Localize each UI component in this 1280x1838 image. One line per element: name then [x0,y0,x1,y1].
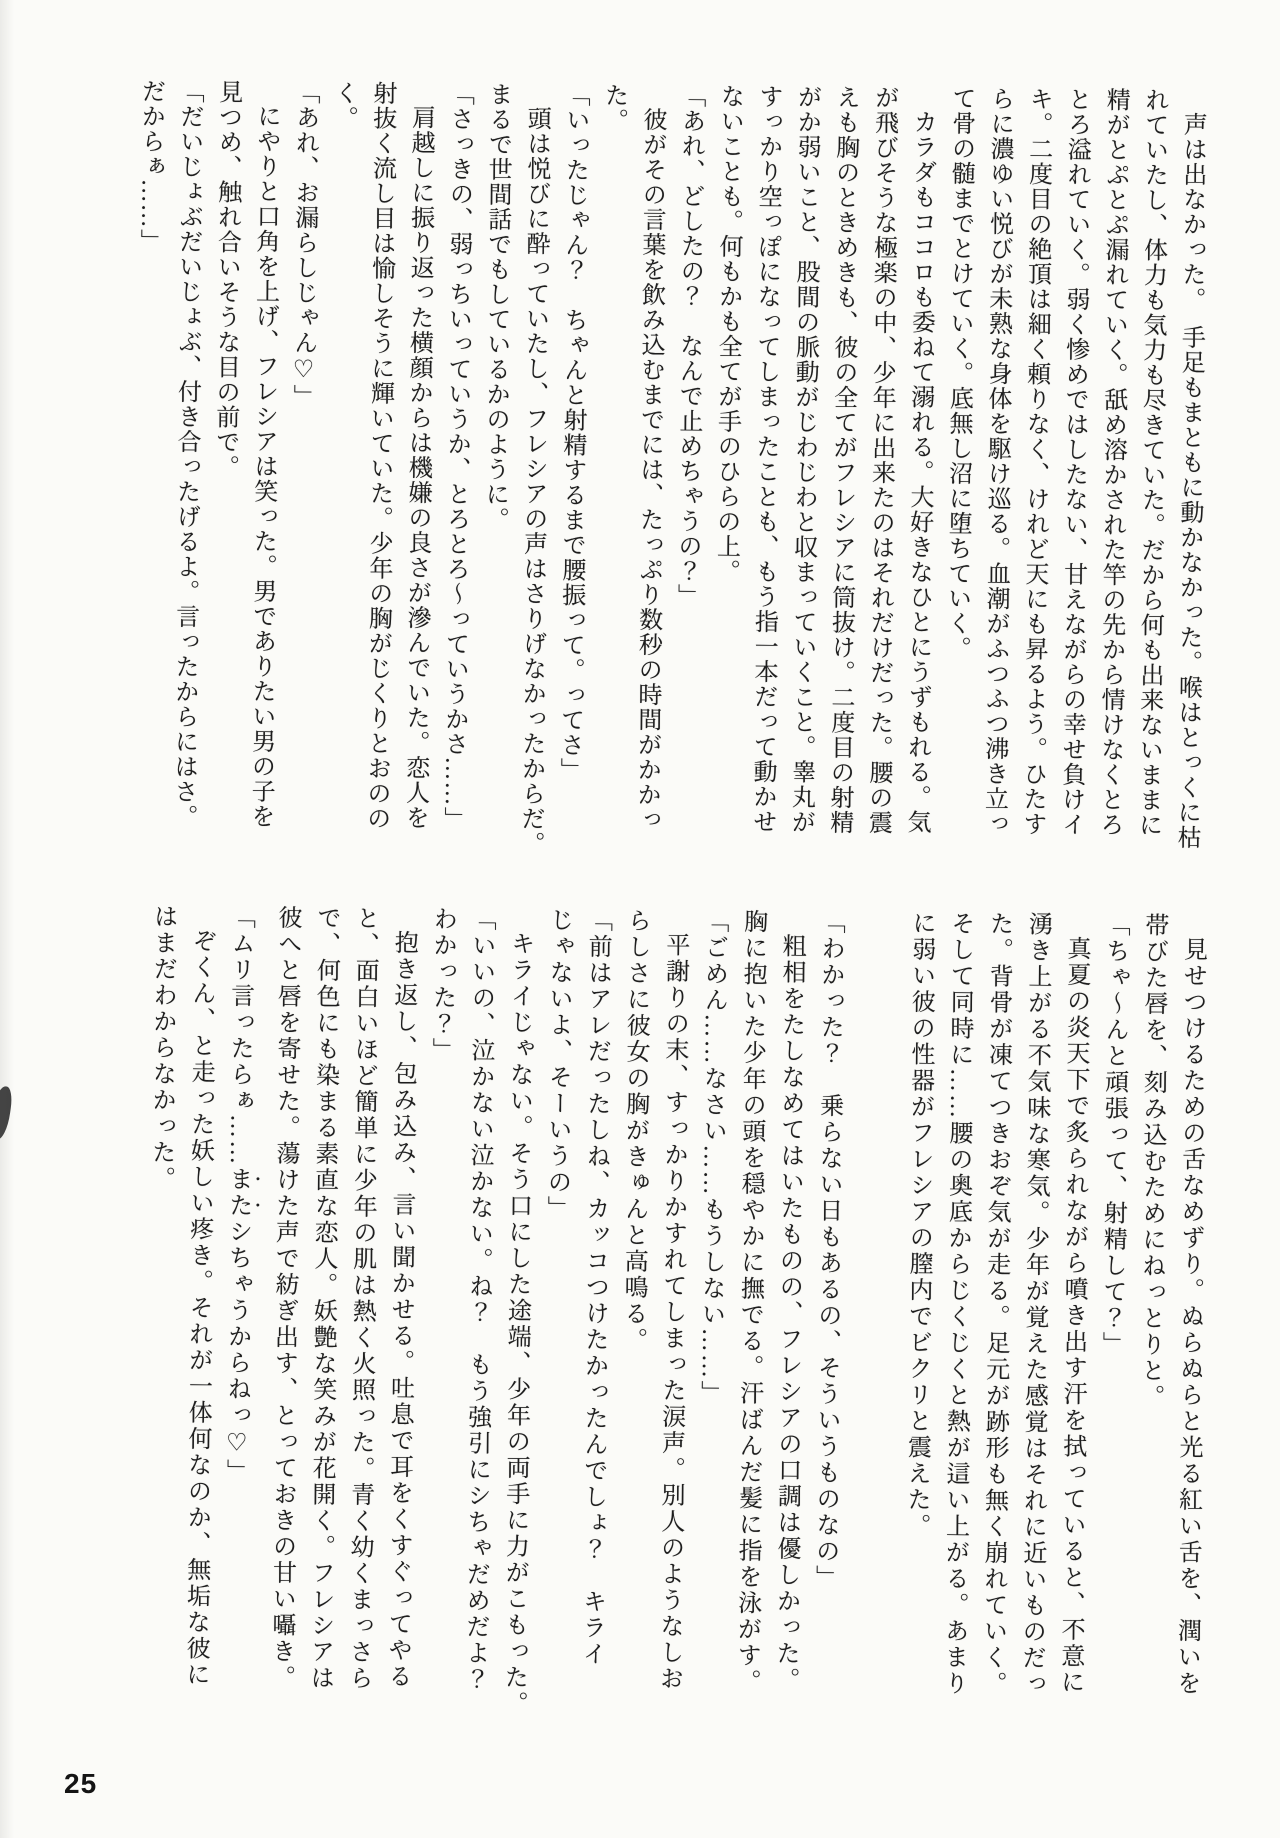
text-column: た。背骨が凍てつきおぞ気が走る。足元が跡形も無く崩れていく。 [979,911,1013,1698]
text-column: にやりと口角を上げ、フレシアは笑った。男でありたい男の子を [247,103,280,829]
text-column: て骨の髄までとけていく。底無し沼に堕ちていく。 [943,85,975,661]
text-column: えも胸のときめきも、彼の全てがフレシアに筒抜け。二度目の射精 [826,84,859,835]
text-column: キライじゃない。そう口にした途端、少年の両手に力がこもった。 [500,930,534,1718]
text-column: 「ごめん……なさい……もうしない……」 [696,908,728,1407]
text-column: そして同時に……腰の奥底からじくじくと熱が這い上がる。あまり [940,910,974,1697]
text-column: 湧き上がる不気味な寒気。少年が覚えた感覚はそれに近いものだっ [1017,911,1051,1698]
text-column: 見せつけるための舌なめずり。ぬらぬらと光る紅い舌を、潤いを [1173,936,1206,1697]
text-column: 帯びた唇を、刻み込むためにねっとりと。 [1136,912,1168,1411]
text-column: た。 [600,82,628,133]
text-column: 抱き返し、包み込み、言い聞かせる。吐息で耳をくすぐってやる [384,929,417,1690]
text-column: わかった？」 [428,906,456,1064]
text-column: 粗相をたしなめてはいたものの、フレシアの口調は優しかった。 [772,933,805,1694]
text-column: 頭は悦びに酔っていたし、フレシアの声はさりげなかったからだ。 [517,105,550,857]
text-column: 「ムリ言ったらぁ……またシちゃうからねっ♡」 [222,904,254,1486]
text-block-bottom [136,904,1212,1733]
text-column: で、何色にも染まる素直な恋人。妖艶な笑みが花開く。フレシアは [306,905,340,1692]
text-column: 精がとぷとぷ漏れていく。舐め溶かされた竿の先から情けなくとろ [1096,87,1129,838]
text-column: キ。二度目の絶頂は細く頼りなく、けれど天にも昇るよう。ひたす [1019,86,1052,837]
text-column: 声は出なかった。 手足もまともに動かなかった。喉はとっくに枯 [1173,111,1206,850]
text-column: 「前はアレだったしね、カッコつけたかったんでしょ？ キライ [578,907,611,1668]
text-column: だからぁ……」 [136,78,165,254]
page-number: 25 [64,1768,98,1799]
text-column: 「あれ、お漏らしじゃん♡」 [289,79,319,410]
scan-artifact-smudge [0,1085,14,1141]
text-column: 「いいの、泣かない泣かない。ね？ もう強引にシちゃだめだよ？ [461,906,495,1693]
text-column: が飛びそうな極楽の中、少年に出来たのはそれだけだった。腰の震 [864,85,898,836]
text-column: 「あれ、どしたの？ なんで止めちゃうの？」 [673,83,705,609]
text-column: と、面白いほど簡単に少年の肌は熱く火照った。青く幼くまっさら [345,905,379,1692]
text-column: 彼がその言葉を飲み込むまでには、たっぷり数秒の時間がかかっ [633,107,666,833]
text-column: 「ちゃ〜んと頑張って、射精して？」 [1098,912,1129,1358]
text-column: 見つめ、触れ合いそうな目の前で。 [211,79,242,480]
text-column: 「わかった？ 乗らない日もあるの、そういうものなの」 [811,909,844,1591]
scan-edge-shading [0,0,14,1838]
text-column: はまだわからなかった。 [147,903,177,1193]
text-column: 真夏の炎天下で炙られながら噴き出す汗を拭っていると、不意に [1056,935,1090,1696]
text-block-top [125,79,1212,864]
blank-column [842,910,901,1730]
text-column: カラダもココロも委ねて溺れる。大好きなひとにうずもれる。気 [903,109,936,835]
text-column: く。 [330,80,357,131]
text-column: 肩越しに振り返った横顔からは機嫌の良さが滲んでいた。恋人を [401,104,434,831]
text-column: に弱い彼の性器がフレシアの膣内でビクリと震えた。 [902,910,935,1540]
text-column: 「いったじゃん？ ちゃんと射精するまで腰振って。ってさ」 [556,82,589,783]
text-column: ないことも。何もかも全てが手のひらの上。 [712,83,743,584]
text-column: すっかり空っぽになってしまったことも、もう指一本だって動かせ [748,84,782,835]
text-column: ぞくん、と走った妖しい疼き。それが一体何なのか、無垢な彼に [182,928,215,1689]
text-column: まるで世間話でもしているかのように。 [481,81,512,532]
text-column: とろ溢れていく。弱く惨めではしたない、甘えながらの幸せ負けイ [1057,86,1091,837]
text-column: らしさに彼女の胸がきゅんと高鳴る。 [619,907,650,1354]
text-column: らに濃ゆい悦びが未熟な身体を駆け巡る。血潮がふつふつ沸き立っ [980,86,1014,837]
text-column: がか弱いこと、股間の脈動がじわじわと収まっていくこと。睾丸が [787,84,821,835]
text-column: 胸に抱いた少年の頭を穏やかに撫でる。汗ばんだ髪に指を泳がす。 [733,908,767,1696]
text-column: れていたし、体力も気力も尽きていた。だから何も出来ないままに [1134,87,1168,838]
text-column: 「だいじょぶだいじょぶ、付き合ったげるよ。言ったからにはさ。 [170,78,203,830]
text-column: 射抜く流し目は愉しそうに輝いていた。少年の胸がじくりとおのの [363,80,396,831]
text-column: 彼へと唇を寄せた。蕩けた声で紡ぎ出す、とっておきの甘い囁き。 [267,904,301,1692]
text-column: 平謝りの末、すっかりかすれてしまった涙声。別人のようなしお [655,932,689,1693]
text-column: じゃないよ、そーいうの」 [543,907,573,1222]
text-column: 「さっきの、弱っちいっていうか、とろとろ〜っていうかさ……」 [440,81,473,832]
emphasized-text: また [224,1166,252,1220]
